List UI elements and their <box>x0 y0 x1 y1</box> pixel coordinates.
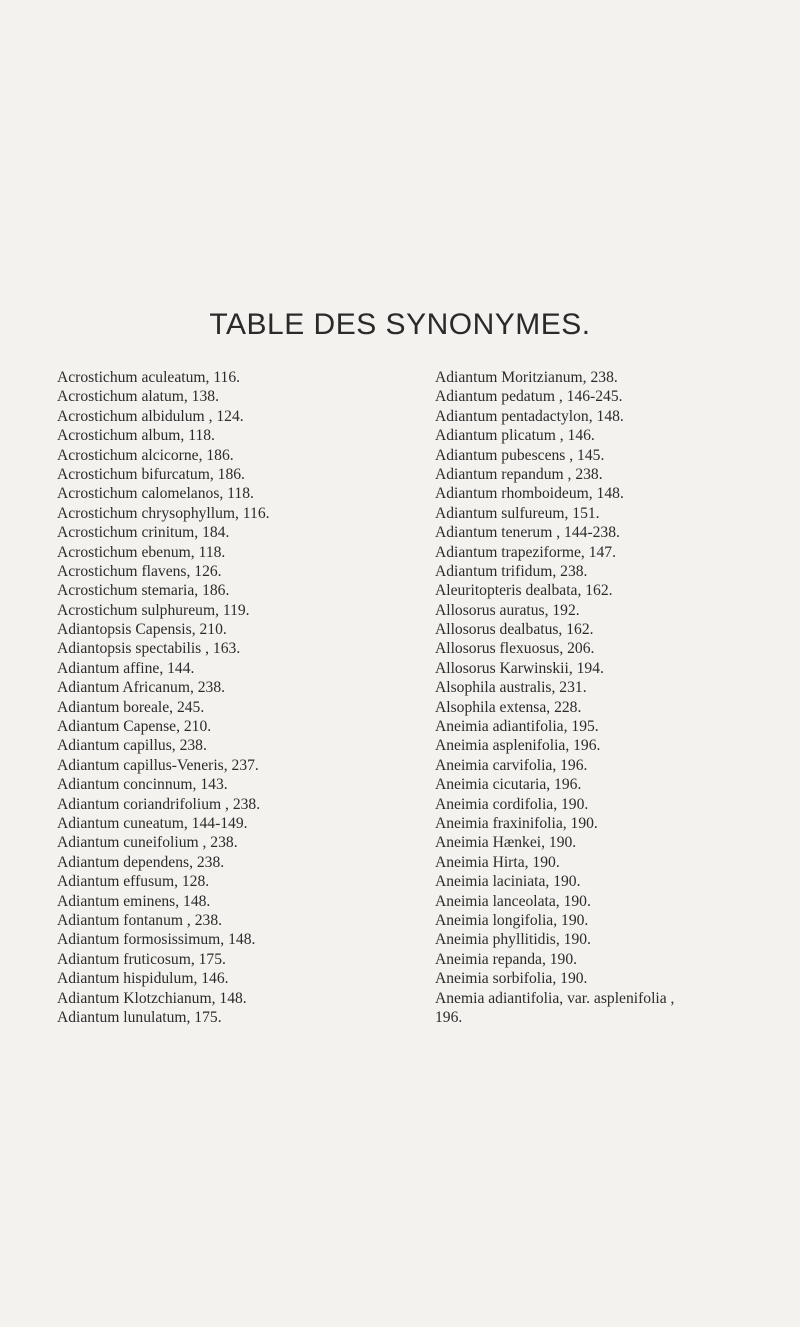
synonym-entry: Adiantum Klotzchianum, 148. <box>57 989 247 1007</box>
synonym-entry: Aneimia cicutaria, 196. <box>435 776 582 794</box>
synonym-entry: Aneimia repanda, 190. <box>435 950 578 968</box>
synonym-entry: Adiantum fruticosum, 175. <box>57 950 226 968</box>
synonym-entry: Adiantum hispidulum, 146. <box>57 970 229 988</box>
synonym-entry: Adiantum capillus, 238. <box>57 737 207 755</box>
synonym-entry: Adiantum cuneatum, 144-149. <box>57 814 248 832</box>
synonym-entry: Aneimia sorbifolia, 190. <box>435 970 588 988</box>
synonym-entry: Acrostichum alcicorne, 186. <box>57 446 234 464</box>
synonym-entry: Adiantum coriandrifolium , 238. <box>57 795 261 813</box>
synonym-entry: Acrostichum stemaria, 186. <box>57 582 230 600</box>
synonym-entry: Acrostichum alatum, 138. <box>57 388 219 406</box>
synonym-entry: Adiantum Africanum, 238. <box>57 679 226 697</box>
synonym-entry: Adiantum repandum , 238. <box>435 465 603 483</box>
synonym-entry: Acrostichum album, 118. <box>57 427 215 445</box>
synonym-entry: Adiantum eminens, 148. <box>57 892 211 910</box>
synonym-entry: Aneimia Hirta, 190. <box>435 853 560 871</box>
synonym-entry: Adiantum boreale, 245. <box>57 698 205 716</box>
synonym-entry: Aneimia cordifolia, 190. <box>435 795 589 813</box>
synonym-entry: Alsophila extensa, 228. <box>435 698 582 716</box>
synonym-list-left <box>57 368 357 1027</box>
synonym-entry: Adiantum sulfureum, 151. <box>435 504 600 522</box>
synonym-entry: Adiantopsis spectabilis , 163. <box>57 640 241 658</box>
synonym-entry: Acrostichum crinitum, 184. <box>57 524 230 542</box>
synonym-entry: Adiantopsis Capensis, 210. <box>57 621 227 639</box>
synonym-entry: Allosorus dealbatus, 162. <box>435 621 594 639</box>
synonym-entry: Adiantum pubescens , 145. <box>435 446 605 464</box>
synonym-entry: Acrostichum calomelanos, 118. <box>57 485 254 503</box>
synonym-entry: Acrostichum aculeatum, 116. <box>57 369 241 386</box>
synonym-entry: Aneimia carvifolia, 196. <box>435 756 588 774</box>
synonym-entry: Aleuritopteris dealbata, 162. <box>435 582 613 600</box>
synonym-entry: Adiantum rhomboideum, 148. <box>435 485 624 503</box>
synonym-entry: Acrostichum bifurcatum, 186. <box>57 465 245 483</box>
synonym-entry: Acrostichum chrysophyllum, 116. <box>57 504 270 522</box>
synonym-entry: Aneimia fraxinifolia, 190. <box>435 814 598 832</box>
synonym-entry: Acrostichum albidulum , 124. <box>57 407 244 425</box>
synonym-entry: Adiantum formosissimum, 148. <box>57 931 256 949</box>
synonym-entry-continuation: 196. <box>435 1008 463 1026</box>
synonym-entry: Aneimia laciniata, 190. <box>435 873 581 891</box>
synonym-entry: Acrostichum sulphureum, 119. <box>57 601 250 619</box>
synonym-entry: Adiantum cuneifolium , 238. <box>57 834 238 852</box>
synonym-entry: Adiantum tenerum , 144-238. <box>435 524 620 542</box>
synonym-entry: Acrostichum flavens, 126. <box>57 562 222 580</box>
synonym-entry: Adiantum pentadactylon, 148. <box>435 407 624 425</box>
synonym-entry: Alsophila australis, 231. <box>435 679 587 697</box>
synonym-entry: Allosorus Karwinskii, 194. <box>435 659 604 677</box>
synonym-entry: Adiantum plicatum , 146. <box>435 427 595 445</box>
page-title: TABLE DES SYNONYMES. <box>209 308 591 341</box>
synonym-entry: Allosorus auratus, 192. <box>435 601 580 619</box>
synonym-entry: Adiantum trifidum, 238. <box>435 562 588 580</box>
synonym-entry: Anemia adiantifolia, var. asplenifolia , <box>435 989 675 1007</box>
synonym-entry: Aneimia longifolia, 190. <box>435 911 589 929</box>
synonym-entry: Adiantum pedatum , 146-245. <box>435 388 623 406</box>
synonym-entry: Adiantum dependens, 238. <box>57 853 225 871</box>
synonym-entry: Adiantum Moritzianum, 238. <box>435 369 618 386</box>
synonym-entry: Aneimia Hænkei, 190. <box>435 834 577 852</box>
synonym-entry: Adiantum fontanum , 238. <box>57 911 223 929</box>
synonym-entry: Adiantum capillus-Veneris, 237. <box>57 756 259 774</box>
synonym-entry: Adiantum concinnum, 143. <box>57 776 228 794</box>
synonym-entry: Acrostichum ebenum, 118. <box>57 543 226 561</box>
synonym-entry: Aneimia adiantifolia, 195. <box>435 718 599 736</box>
synonym-entry: Aneimia phyllitidis, 190. <box>435 931 591 949</box>
synonym-entry: Allosorus flexuosus, 206. <box>435 640 595 658</box>
synonym-entry: Adiantum trapeziforme, 147. <box>435 543 617 561</box>
synonym-entry: Adiantum effusum, 128. <box>57 873 210 891</box>
synonym-entry: Adiantum affine, 144. <box>57 659 195 677</box>
synonym-list-right <box>435 368 780 1027</box>
synonym-entry: Adiantum Capense, 210. <box>57 718 212 736</box>
synonym-entry: Adiantum lunulatum, 175. <box>57 1008 222 1026</box>
synonym-entry: Aneimia asplenifolia, 196. <box>435 737 601 755</box>
synonym-entry: Aneimia lanceolata, 190. <box>435 892 591 910</box>
